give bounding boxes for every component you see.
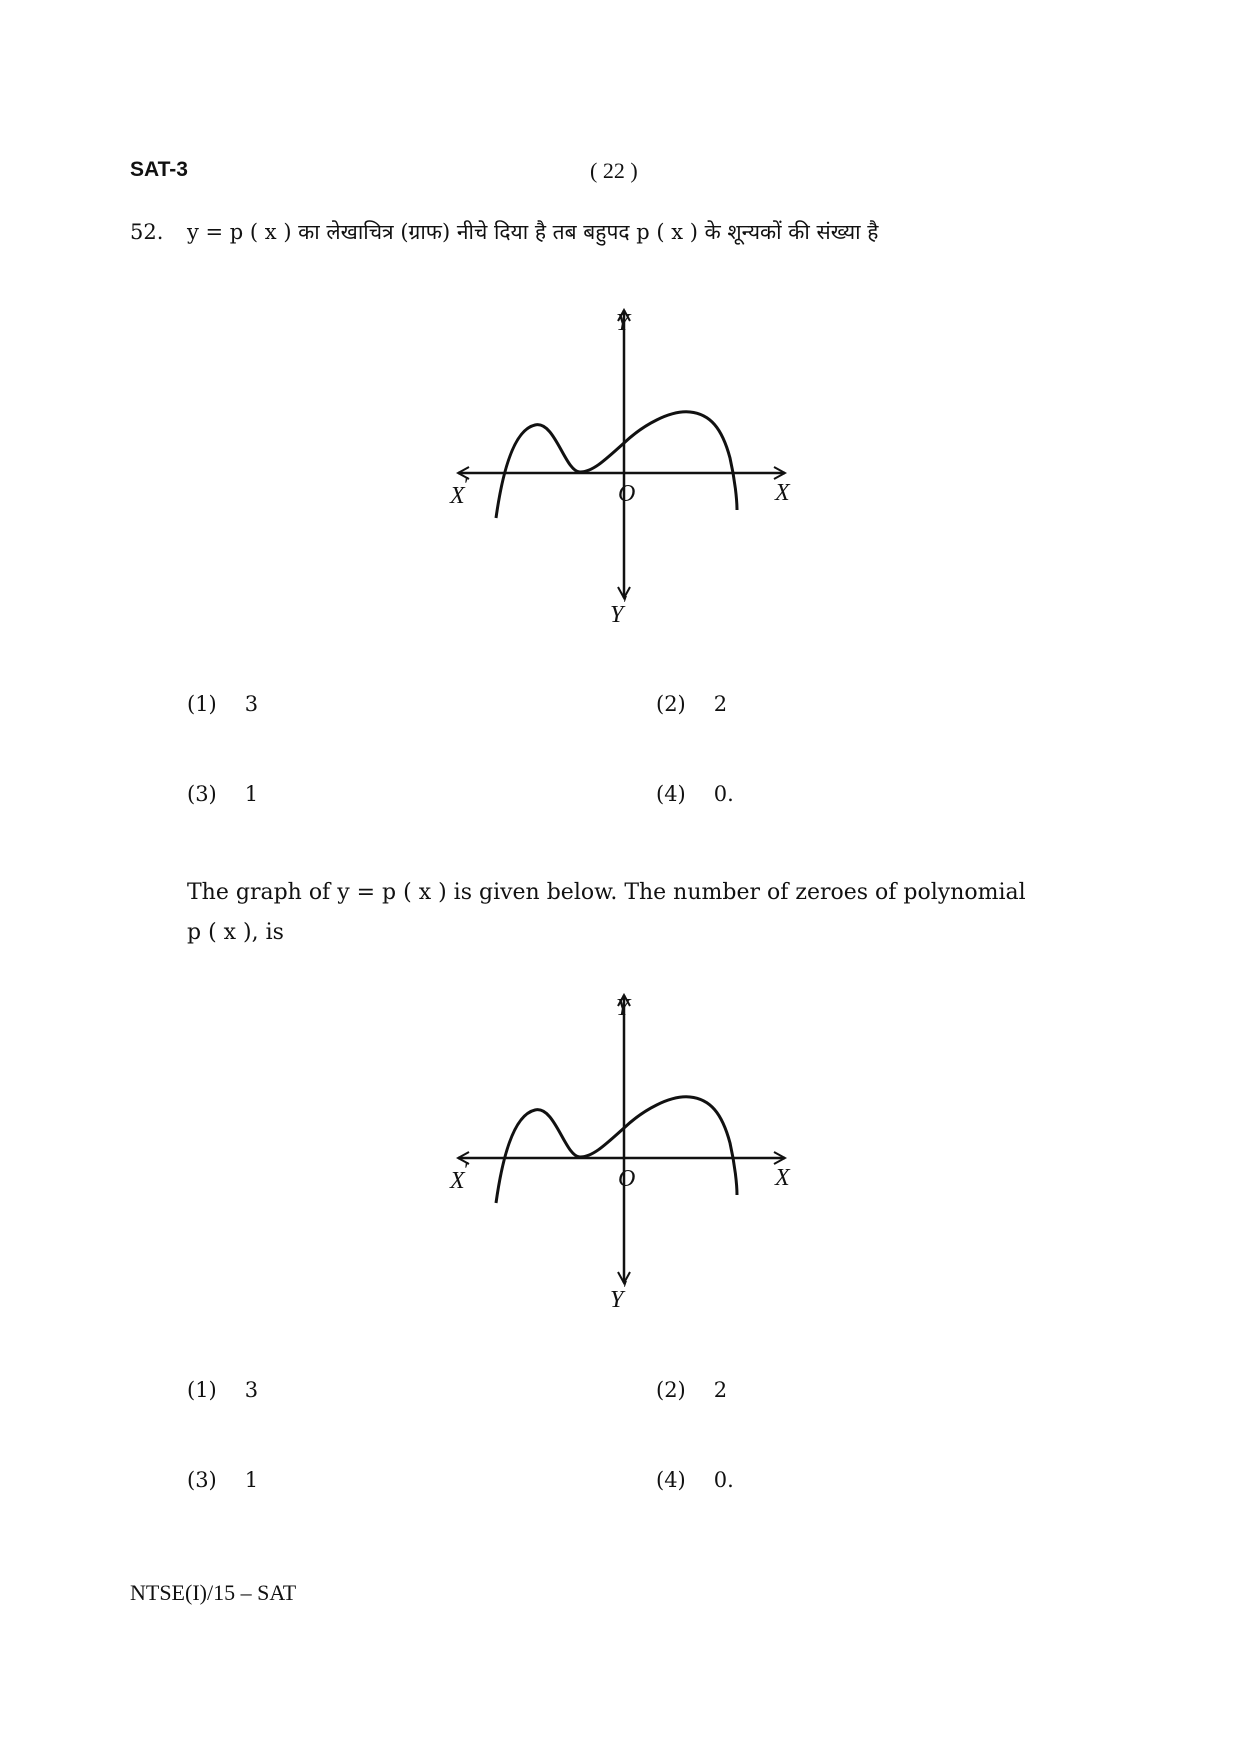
option-number: (2): [656, 1378, 686, 1402]
question-number: 52.: [130, 220, 164, 244]
question-line: p ( x ), is: [187, 920, 284, 945]
polynomial-graph-hindi: [440, 300, 800, 640]
option-value: 0.: [713, 1468, 734, 1492]
option-2: [656, 1378, 727, 1402]
option-4: [656, 782, 734, 806]
y-prime-label: Y′: [610, 592, 627, 628]
option-value: 1: [244, 782, 259, 806]
option-4: [656, 1468, 734, 1492]
y-axis-label: Y: [616, 995, 630, 1021]
option-number: (3): [187, 782, 217, 806]
question-text-hindi: y = p ( x ) का लेखाचित्र (ग्राफ) नीचे दिया है तब बहुपद p ( x ) के शून्यकों की संख्या है: [187, 220, 879, 244]
option-value: 3: [244, 692, 259, 716]
option-1: [187, 692, 258, 716]
option-value: 2: [713, 692, 728, 716]
origin-label: O: [618, 1166, 636, 1192]
option-number: (1): [187, 1378, 217, 1402]
option-3: [187, 782, 258, 806]
page-number: ( 22 ): [590, 158, 638, 183]
option-value: 2: [713, 1378, 728, 1402]
y-prime-label: Y′: [610, 1277, 627, 1313]
option-number: (1): [187, 692, 217, 716]
option-value: 1: [244, 1468, 259, 1492]
question-line: The graph of y = p ( x ) is given below. The number of zeroes of polynomial: [187, 880, 1026, 905]
y-axis-label: Y: [616, 310, 630, 336]
x-axis-label: X: [775, 1165, 790, 1191]
option-value: 3: [244, 1378, 259, 1402]
x-axis-label: X: [775, 480, 790, 506]
polynomial-graph-english: [440, 985, 800, 1325]
option-3: [187, 1468, 258, 1492]
x-prime-label: X′: [450, 473, 468, 509]
footer-code: NTSE(I)/15 – SAT: [130, 1580, 297, 1605]
x-prime-label: X′: [450, 1158, 468, 1194]
polynomial-curve: [496, 412, 737, 518]
option-1: [187, 1378, 258, 1402]
option-number: (4): [656, 782, 686, 806]
option-2: [656, 692, 727, 716]
question-text-english: [187, 873, 1112, 953]
option-number: (3): [187, 1468, 217, 1492]
option-value: 0.: [713, 782, 734, 806]
origin-label: O: [618, 481, 636, 507]
exam-code: SAT-3: [130, 158, 188, 181]
polynomial-curve: [496, 1097, 737, 1203]
option-number: (4): [656, 1468, 686, 1492]
option-number: (2): [656, 692, 686, 716]
